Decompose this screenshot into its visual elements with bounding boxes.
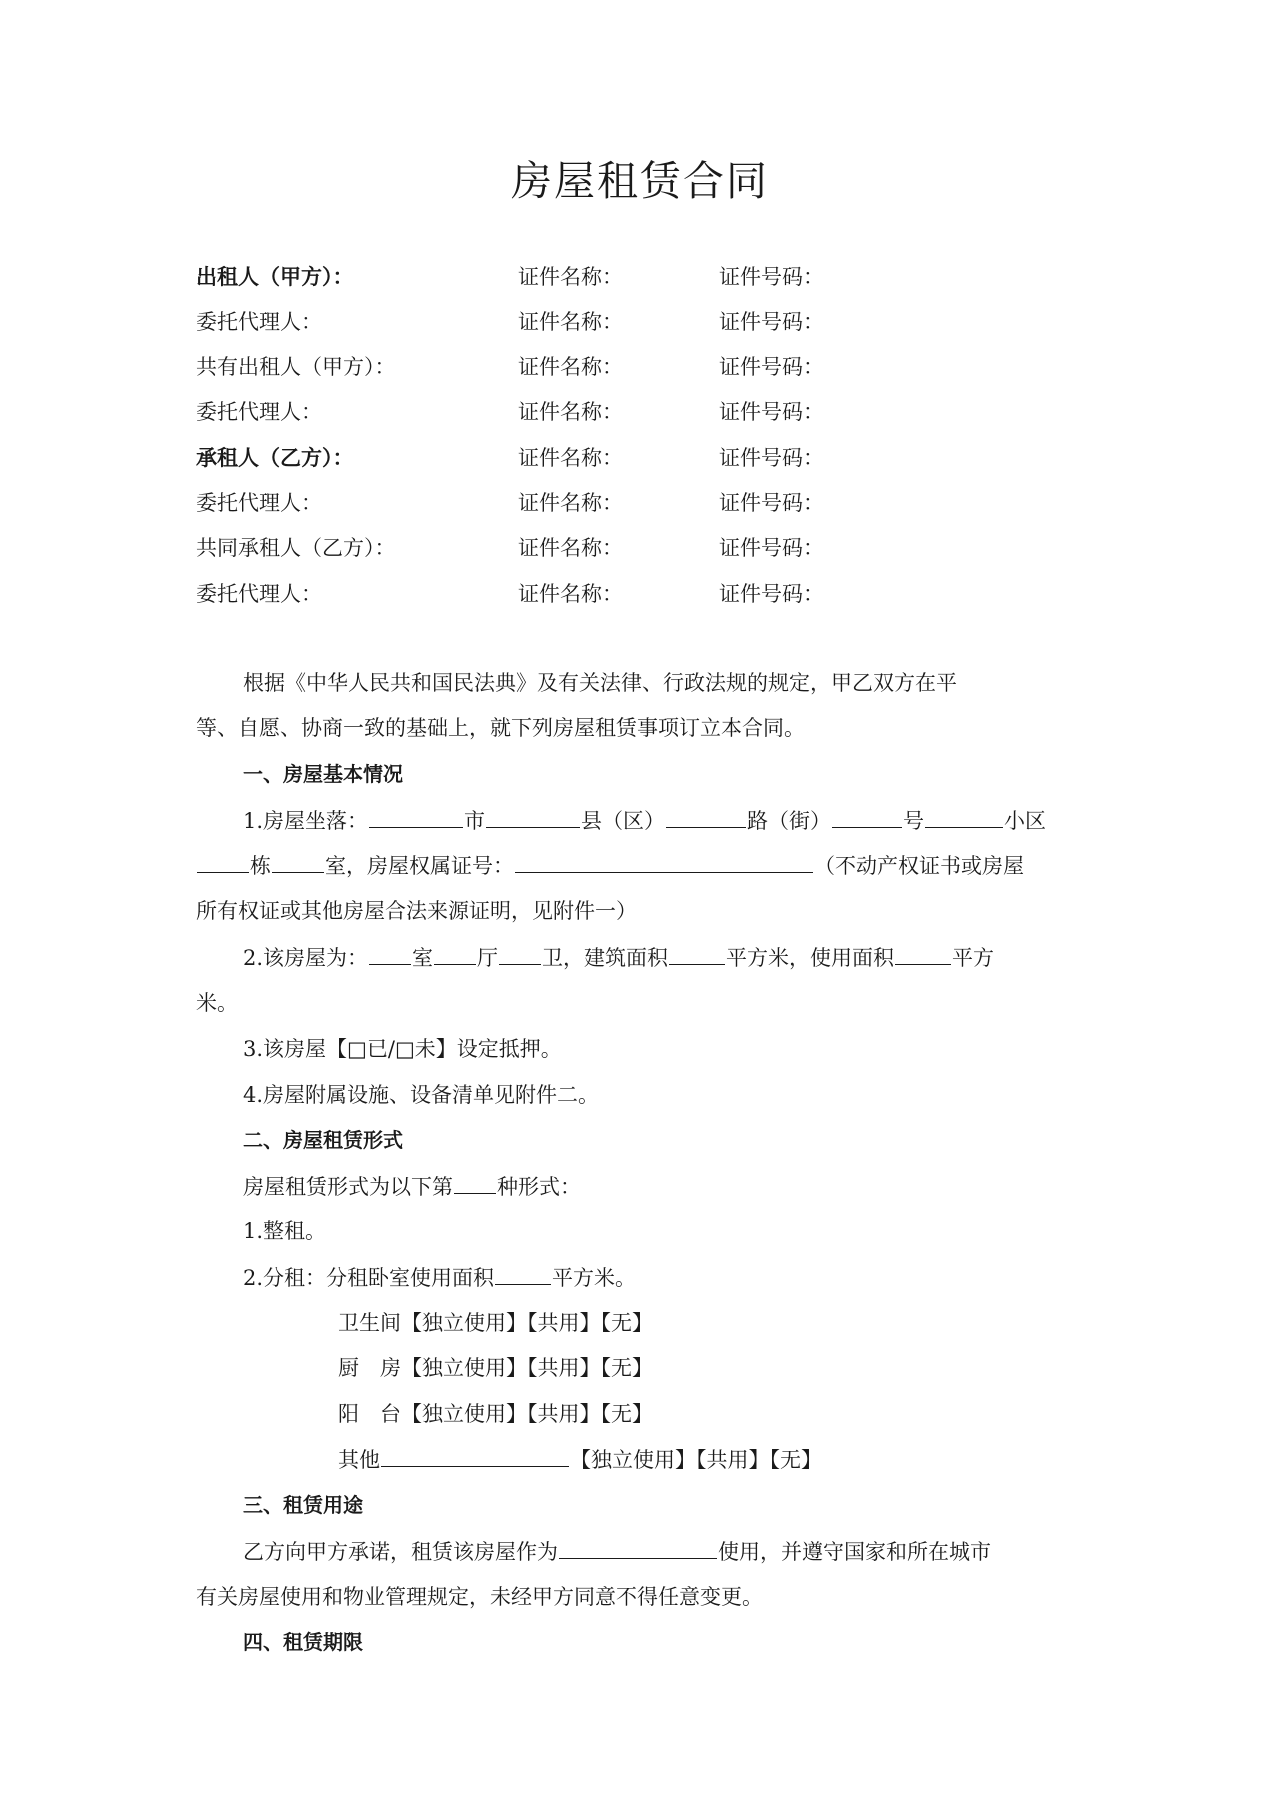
baths-blank[interactable]	[499, 942, 541, 965]
id-number-label: 证件号码：	[719, 400, 824, 424]
item-1-building-line	[196, 850, 1086, 881]
id-name-label: 证件名称：	[518, 536, 623, 560]
id-name-label: 证件名称：	[518, 491, 623, 515]
halls-label: 厅	[477, 946, 499, 970]
certificate-note: （不动产权证书或房屋	[814, 854, 1024, 878]
item-2-prefix: 2.该房屋为：	[243, 946, 369, 970]
preamble-line-2: 等、自愿、协商一致的基础上，就下列房屋租赁事项订立本合同。	[196, 716, 805, 740]
usable-area-unit: 平方	[952, 946, 995, 970]
id-name-label: 证件名称：	[518, 265, 623, 289]
road-label: 路（街）	[747, 809, 832, 833]
preamble-line-1: 根据《中华人民共和国民法典》及有关法律、行政法规的规定，甲乙双方在平	[243, 671, 957, 695]
id-number-label: 证件号码：	[719, 265, 824, 289]
party-role: 委托代理人：	[196, 491, 322, 515]
rooms-blank[interactable]	[369, 942, 411, 965]
county-label: 县（区）	[581, 809, 666, 833]
item-3-mortgage: 3.该房屋【□已/□未】设定抵押。	[243, 1037, 562, 1061]
party-role: 委托代理人：	[196, 582, 322, 606]
community-label: 小区	[1004, 809, 1047, 833]
rental-form-intro-a: 房屋租赁形式为以下第	[243, 1175, 453, 1199]
number-label: 号	[903, 809, 925, 833]
facility-name: 卫生间	[338, 1311, 401, 1335]
party-row-co-lessor-agent	[196, 397, 1096, 427]
facility-options: 【独立使用】【共用】【无】	[401, 1356, 653, 1380]
option-shared-rent	[243, 1262, 1133, 1293]
city-blank[interactable]	[369, 805, 463, 828]
item-2-layout-line	[243, 942, 1133, 973]
item-2-unit-cont: 米。	[196, 991, 238, 1015]
party-role: 共同承租人（乙方）：	[196, 536, 396, 560]
party-role: 承租人（乙方）：	[196, 446, 354, 470]
party-row-lessee-agent	[196, 488, 1096, 518]
id-number-label: 证件号码：	[719, 536, 824, 560]
party-role: 委托代理人：	[196, 310, 322, 334]
section-1-heading: 一、房屋基本情况	[243, 762, 403, 786]
usage-text-a: 乙方向甲方承诺，租赁该房屋作为	[243, 1540, 558, 1564]
rental-form-intro	[243, 1171, 1133, 1202]
usage-line-1	[243, 1536, 1133, 1567]
section-2-heading: 二、房屋租赁形式	[243, 1128, 403, 1152]
id-number-label: 证件号码：	[719, 310, 824, 334]
facility-balcony	[338, 1399, 1228, 1429]
item-1-note-line: 所有权证或其他房屋合法来源证明，见附件一）	[196, 899, 637, 923]
number-blank[interactable]	[832, 805, 902, 828]
halls-blank[interactable]	[434, 942, 476, 965]
id-name-label: 证件名称：	[518, 355, 623, 379]
id-name-label: 证件名称：	[518, 582, 623, 606]
party-role: 出租人（甲方）：	[196, 265, 354, 289]
building-blank[interactable]	[197, 850, 249, 873]
item-4-facilities: 4.房屋附属设施、设备清单见附件二。	[243, 1083, 600, 1107]
certificate-label: 室，房屋权属证号：	[325, 854, 514, 878]
county-blank[interactable]	[486, 805, 580, 828]
facility-other-blank[interactable]	[381, 1444, 569, 1467]
building-area-blank[interactable]	[669, 942, 725, 965]
party-row-co-lessee	[196, 533, 1096, 563]
id-number-label: 证件号码：	[719, 582, 824, 606]
facility-name: 厨 房	[338, 1356, 401, 1380]
party-row-lessor-agent	[196, 307, 1096, 337]
building-label: 栋	[250, 854, 271, 878]
usable-area-blank[interactable]	[895, 942, 951, 965]
bedroom-area-blank[interactable]	[495, 1262, 551, 1285]
city-label: 市	[464, 809, 486, 833]
facility-options: 【独立使用】【共用】【无】	[570, 1448, 822, 1472]
item-1-location-line	[243, 805, 1133, 836]
option-whole-rent: 1.整租。	[243, 1219, 327, 1243]
community-blank[interactable]	[925, 805, 1003, 828]
id-name-label: 证件名称：	[518, 400, 623, 424]
id-number-label: 证件号码：	[719, 446, 824, 470]
party-row-co-lessor	[196, 352, 1096, 382]
section-4-heading: 四、租赁期限	[243, 1630, 363, 1654]
document-title: 房屋租赁合同	[511, 157, 769, 205]
shared-rent-label: 2.分租：分租卧室使用面积	[243, 1266, 495, 1290]
facility-other	[338, 1444, 1228, 1475]
party-role: 共有出租人（甲方）：	[196, 355, 396, 379]
facility-options: 【独立使用】【共用】【无】	[401, 1311, 653, 1335]
rooms-label: 室	[412, 946, 434, 970]
facility-name: 阳 台	[338, 1402, 401, 1426]
baths-label: 卫，建筑面积	[542, 946, 669, 970]
id-name-label: 证件名称：	[518, 310, 623, 334]
building-area-unit: 平方米，使用面积	[726, 946, 895, 970]
party-role: 委托代理人：	[196, 400, 322, 424]
id-name-label: 证件名称：	[518, 446, 623, 470]
facility-bathroom	[338, 1308, 1228, 1338]
party-row-lessee	[196, 443, 1096, 473]
facility-kitchen	[338, 1353, 1228, 1383]
party-row-co-lessee-agent	[196, 579, 1096, 609]
usage-blank[interactable]	[559, 1536, 717, 1559]
road-blank[interactable]	[666, 805, 746, 828]
facility-other-label: 其他	[338, 1448, 380, 1472]
room-blank[interactable]	[272, 850, 324, 873]
rental-form-intro-b: 种形式：	[497, 1175, 581, 1199]
certificate-number-blank[interactable]	[515, 850, 813, 873]
usage-line-2: 有关房屋使用和物业管理规定，未经甲方同意不得任意变更。	[196, 1585, 763, 1609]
shared-rent-unit: 平方米。	[552, 1266, 637, 1290]
id-number-label: 证件号码：	[719, 491, 824, 515]
facility-options: 【独立使用】【共用】【无】	[401, 1402, 653, 1426]
rental-form-blank[interactable]	[454, 1171, 496, 1194]
id-number-label: 证件号码：	[719, 355, 824, 379]
party-row-lessor	[196, 262, 1096, 292]
item-1-prefix: 1.房屋坐落：	[243, 809, 369, 833]
usage-text-b: 使用，并遵守国家和所在城市	[718, 1540, 991, 1564]
section-3-heading: 三、租赁用途	[243, 1493, 363, 1517]
